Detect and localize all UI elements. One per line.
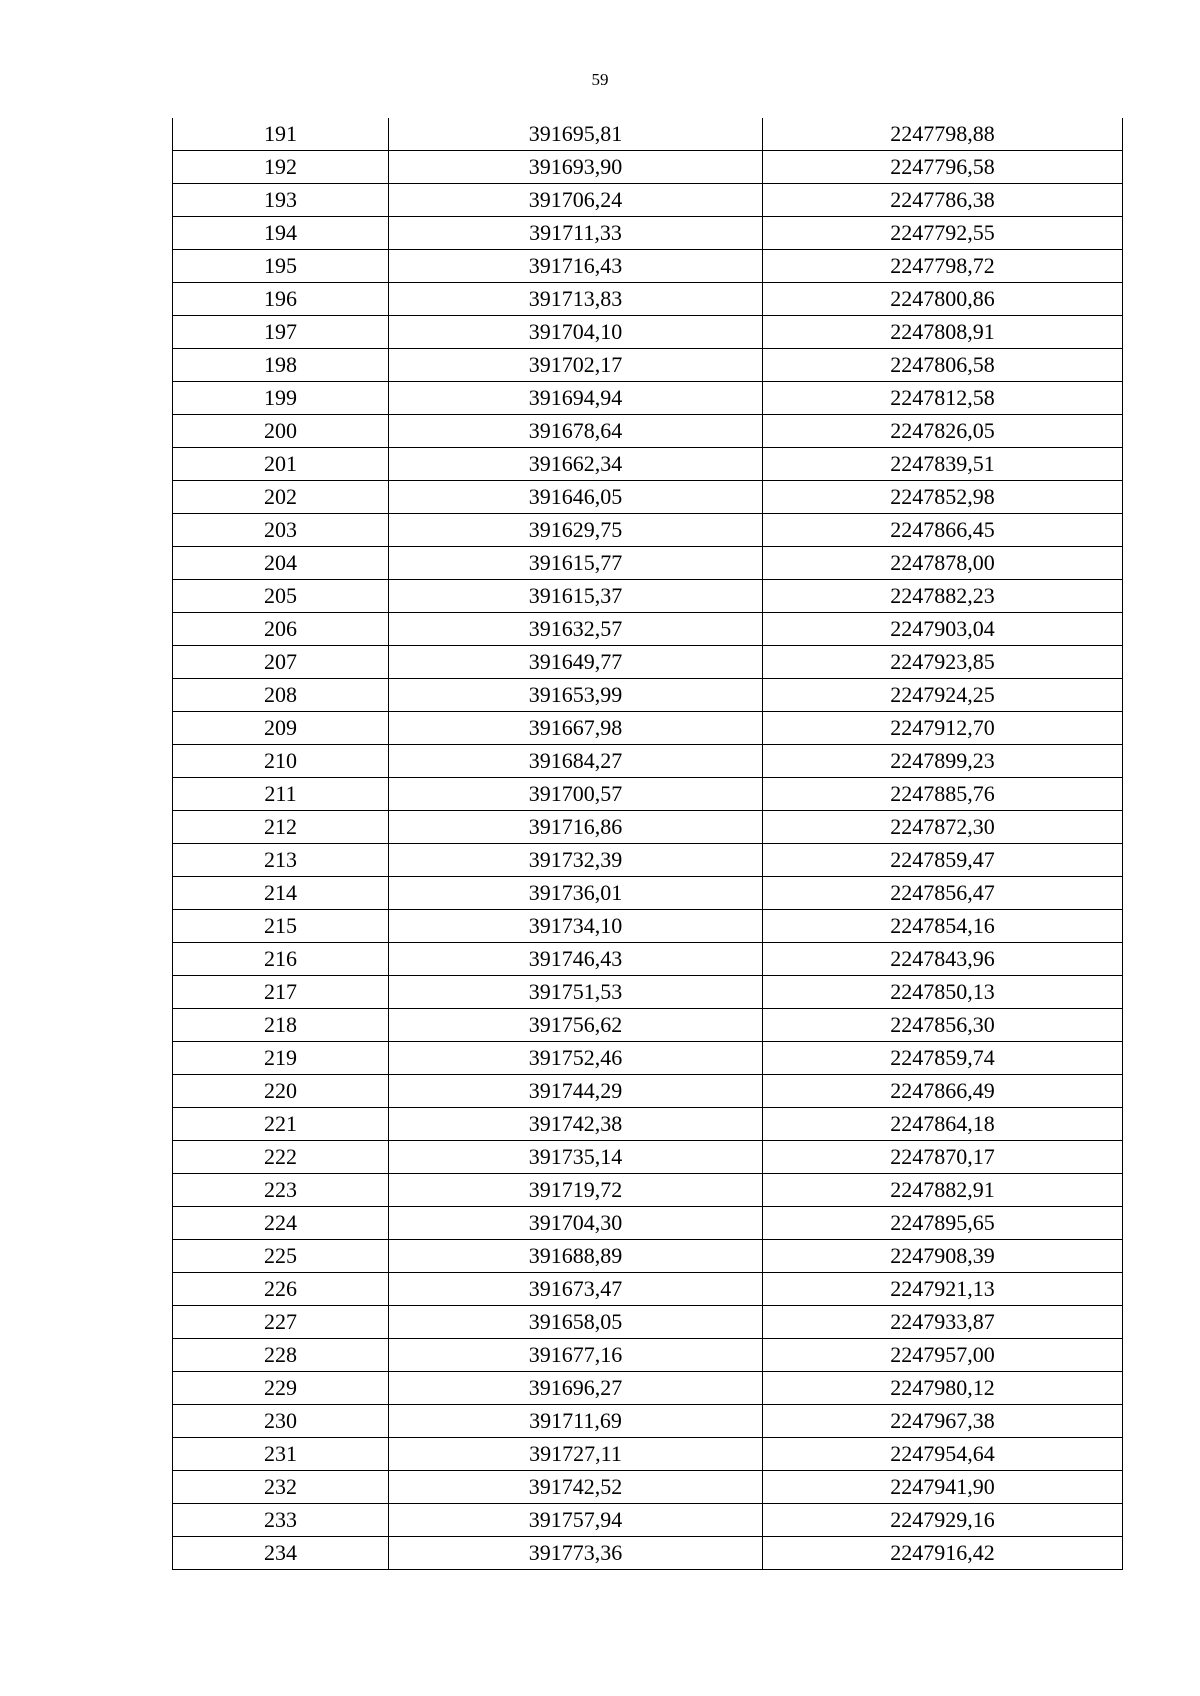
point-number-cell: 204 [173,547,389,580]
y-coordinate-cell: 2247878,00 [763,547,1123,580]
table-row [173,514,1123,547]
x-coordinate-cell: 391734,10 [389,910,763,943]
table-row [173,118,1123,151]
y-coordinate-cell: 2247872,30 [763,811,1123,844]
point-number-cell: 209 [173,712,389,745]
y-coordinate-cell: 2247866,45 [763,514,1123,547]
y-coordinate-cell: 2247843,96 [763,943,1123,976]
y-coordinate-cell: 2247856,30 [763,1009,1123,1042]
x-coordinate-cell: 391711,33 [389,217,763,250]
point-number-cell: 213 [173,844,389,877]
y-coordinate-cell: 2247859,47 [763,844,1123,877]
x-coordinate-cell: 391696,27 [389,1372,763,1405]
point-number-cell: 191 [173,118,389,151]
table-row [173,844,1123,877]
x-coordinate-cell: 391704,30 [389,1207,763,1240]
point-number-cell: 220 [173,1075,389,1108]
point-number-cell: 205 [173,580,389,613]
x-coordinate-cell: 391716,43 [389,250,763,283]
y-coordinate-cell: 2247923,85 [763,646,1123,679]
point-number-cell: 199 [173,382,389,415]
table-row [173,1372,1123,1405]
y-coordinate-cell: 2247864,18 [763,1108,1123,1141]
coordinates-table [172,118,1123,1570]
x-coordinate-cell: 391744,29 [389,1075,763,1108]
point-number-cell: 214 [173,877,389,910]
table-row [173,943,1123,976]
x-coordinate-cell: 391752,46 [389,1042,763,1075]
table-row [173,1108,1123,1141]
table-row [173,151,1123,184]
point-number-cell: 233 [173,1504,389,1537]
table-row [173,1174,1123,1207]
y-coordinate-cell: 2247967,38 [763,1405,1123,1438]
y-coordinate-cell: 2247798,72 [763,250,1123,283]
table-row [173,217,1123,250]
table-row [173,877,1123,910]
table-row [173,349,1123,382]
y-coordinate-cell: 2247856,47 [763,877,1123,910]
y-coordinate-cell: 2247895,65 [763,1207,1123,1240]
table-row [173,481,1123,514]
x-coordinate-cell: 391694,94 [389,382,763,415]
point-number-cell: 211 [173,778,389,811]
y-coordinate-cell: 2247792,55 [763,217,1123,250]
point-number-cell: 198 [173,349,389,382]
x-coordinate-cell: 391757,94 [389,1504,763,1537]
x-coordinate-cell: 391704,10 [389,316,763,349]
y-coordinate-cell: 2247908,39 [763,1240,1123,1273]
x-coordinate-cell: 391695,81 [389,118,763,151]
table-row [173,1240,1123,1273]
x-coordinate-cell: 391677,16 [389,1339,763,1372]
x-coordinate-cell: 391735,14 [389,1141,763,1174]
point-number-cell: 197 [173,316,389,349]
x-coordinate-cell: 391649,77 [389,646,763,679]
x-coordinate-cell: 391615,77 [389,547,763,580]
table-row [173,1075,1123,1108]
table-row [173,745,1123,778]
x-coordinate-cell: 391684,27 [389,745,763,778]
x-coordinate-cell: 391751,53 [389,976,763,1009]
y-coordinate-cell: 2247957,00 [763,1339,1123,1372]
y-coordinate-cell: 2247912,70 [763,712,1123,745]
point-number-cell: 226 [173,1273,389,1306]
x-coordinate-cell: 391700,57 [389,778,763,811]
point-number-cell: 231 [173,1438,389,1471]
table-row [173,811,1123,844]
table-row [173,448,1123,481]
y-coordinate-cell: 2247916,42 [763,1537,1123,1570]
table-row [173,613,1123,646]
table-row [173,1042,1123,1075]
y-coordinate-cell: 2247870,17 [763,1141,1123,1174]
y-coordinate-cell: 2247899,23 [763,745,1123,778]
y-coordinate-cell: 2247882,23 [763,580,1123,613]
table-row [173,1339,1123,1372]
table-row [173,910,1123,943]
point-number-cell: 225 [173,1240,389,1273]
y-coordinate-cell: 2247929,16 [763,1504,1123,1537]
y-coordinate-cell: 2247924,25 [763,679,1123,712]
y-coordinate-cell: 2247933,87 [763,1306,1123,1339]
table-row [173,1504,1123,1537]
y-coordinate-cell: 2247885,76 [763,778,1123,811]
y-coordinate-cell: 2247808,91 [763,316,1123,349]
point-number-cell: 218 [173,1009,389,1042]
point-number-cell: 232 [173,1471,389,1504]
x-coordinate-cell: 391727,11 [389,1438,763,1471]
x-coordinate-cell: 391658,05 [389,1306,763,1339]
table-row [173,580,1123,613]
point-number-cell: 224 [173,1207,389,1240]
table-row [173,1471,1123,1504]
x-coordinate-cell: 391662,34 [389,448,763,481]
y-coordinate-cell: 2247796,58 [763,151,1123,184]
point-number-cell: 200 [173,415,389,448]
point-number-cell: 203 [173,514,389,547]
table-row [173,1438,1123,1471]
y-coordinate-cell: 2247980,12 [763,1372,1123,1405]
table-row [173,778,1123,811]
table-row [173,283,1123,316]
x-coordinate-cell: 391716,86 [389,811,763,844]
x-coordinate-cell: 391719,72 [389,1174,763,1207]
table-row [173,415,1123,448]
point-number-cell: 216 [173,943,389,976]
x-coordinate-cell: 391713,83 [389,283,763,316]
y-coordinate-cell: 2247882,91 [763,1174,1123,1207]
y-coordinate-cell: 2247859,74 [763,1042,1123,1075]
point-number-cell: 212 [173,811,389,844]
table-row [173,1009,1123,1042]
point-number-cell: 219 [173,1042,389,1075]
table-row [173,250,1123,283]
x-coordinate-cell: 391711,69 [389,1405,763,1438]
point-number-cell: 194 [173,217,389,250]
table-row [173,1141,1123,1174]
point-number-cell: 208 [173,679,389,712]
point-number-cell: 217 [173,976,389,1009]
y-coordinate-cell: 2247954,64 [763,1438,1123,1471]
y-coordinate-cell: 2247800,86 [763,283,1123,316]
table-row [173,1537,1123,1570]
x-coordinate-cell: 391673,47 [389,1273,763,1306]
table-row [173,712,1123,745]
table-row [173,1207,1123,1240]
x-coordinate-cell: 391678,64 [389,415,763,448]
y-coordinate-cell: 2247806,58 [763,349,1123,382]
x-coordinate-cell: 391746,43 [389,943,763,976]
table-row [173,382,1123,415]
table-row [173,547,1123,580]
x-coordinate-cell: 391702,17 [389,349,763,382]
point-number-cell: 229 [173,1372,389,1405]
point-number-cell: 201 [173,448,389,481]
point-number-cell: 215 [173,910,389,943]
table-row [173,1273,1123,1306]
y-coordinate-cell: 2247786,38 [763,184,1123,217]
point-number-cell: 196 [173,283,389,316]
point-number-cell: 195 [173,250,389,283]
y-coordinate-cell: 2247921,13 [763,1273,1123,1306]
y-coordinate-cell: 2247798,88 [763,118,1123,151]
table-row [173,1306,1123,1339]
point-number-cell: 202 [173,481,389,514]
point-number-cell: 234 [173,1537,389,1570]
y-coordinate-cell: 2247903,04 [763,613,1123,646]
x-coordinate-cell: 391629,75 [389,514,763,547]
x-coordinate-cell: 391706,24 [389,184,763,217]
point-number-cell: 227 [173,1306,389,1339]
y-coordinate-cell: 2247850,13 [763,976,1123,1009]
table-row [173,184,1123,217]
x-coordinate-cell: 391756,62 [389,1009,763,1042]
y-coordinate-cell: 2247826,05 [763,415,1123,448]
x-coordinate-cell: 391667,98 [389,712,763,745]
table-row [173,679,1123,712]
point-number-cell: 228 [173,1339,389,1372]
page-number: 59 [591,70,609,89]
x-coordinate-cell: 391736,01 [389,877,763,910]
x-coordinate-cell: 391693,90 [389,151,763,184]
table-row [173,976,1123,1009]
x-coordinate-cell: 391742,52 [389,1471,763,1504]
y-coordinate-cell: 2247854,16 [763,910,1123,943]
x-coordinate-cell: 391632,57 [389,613,763,646]
point-number-cell: 223 [173,1174,389,1207]
y-coordinate-cell: 2247812,58 [763,382,1123,415]
x-coordinate-cell: 391653,99 [389,679,763,712]
x-coordinate-cell: 391773,36 [389,1537,763,1570]
x-coordinate-cell: 391688,89 [389,1240,763,1273]
point-number-cell: 207 [173,646,389,679]
point-number-cell: 222 [173,1141,389,1174]
x-coordinate-cell: 391646,05 [389,481,763,514]
x-coordinate-cell: 391615,37 [389,580,763,613]
table-row [173,1405,1123,1438]
y-coordinate-cell: 2247941,90 [763,1471,1123,1504]
point-number-cell: 221 [173,1108,389,1141]
x-coordinate-cell: 391732,39 [389,844,763,877]
point-number-cell: 192 [173,151,389,184]
y-coordinate-cell: 2247852,98 [763,481,1123,514]
y-coordinate-cell: 2247866,49 [763,1075,1123,1108]
coordinates-table-body [173,118,1123,1570]
x-coordinate-cell: 391742,38 [389,1108,763,1141]
point-number-cell: 210 [173,745,389,778]
table-row [173,646,1123,679]
point-number-cell: 193 [173,184,389,217]
point-number-cell: 206 [173,613,389,646]
point-number-cell: 230 [173,1405,389,1438]
table-row [173,316,1123,349]
y-coordinate-cell: 2247839,51 [763,448,1123,481]
